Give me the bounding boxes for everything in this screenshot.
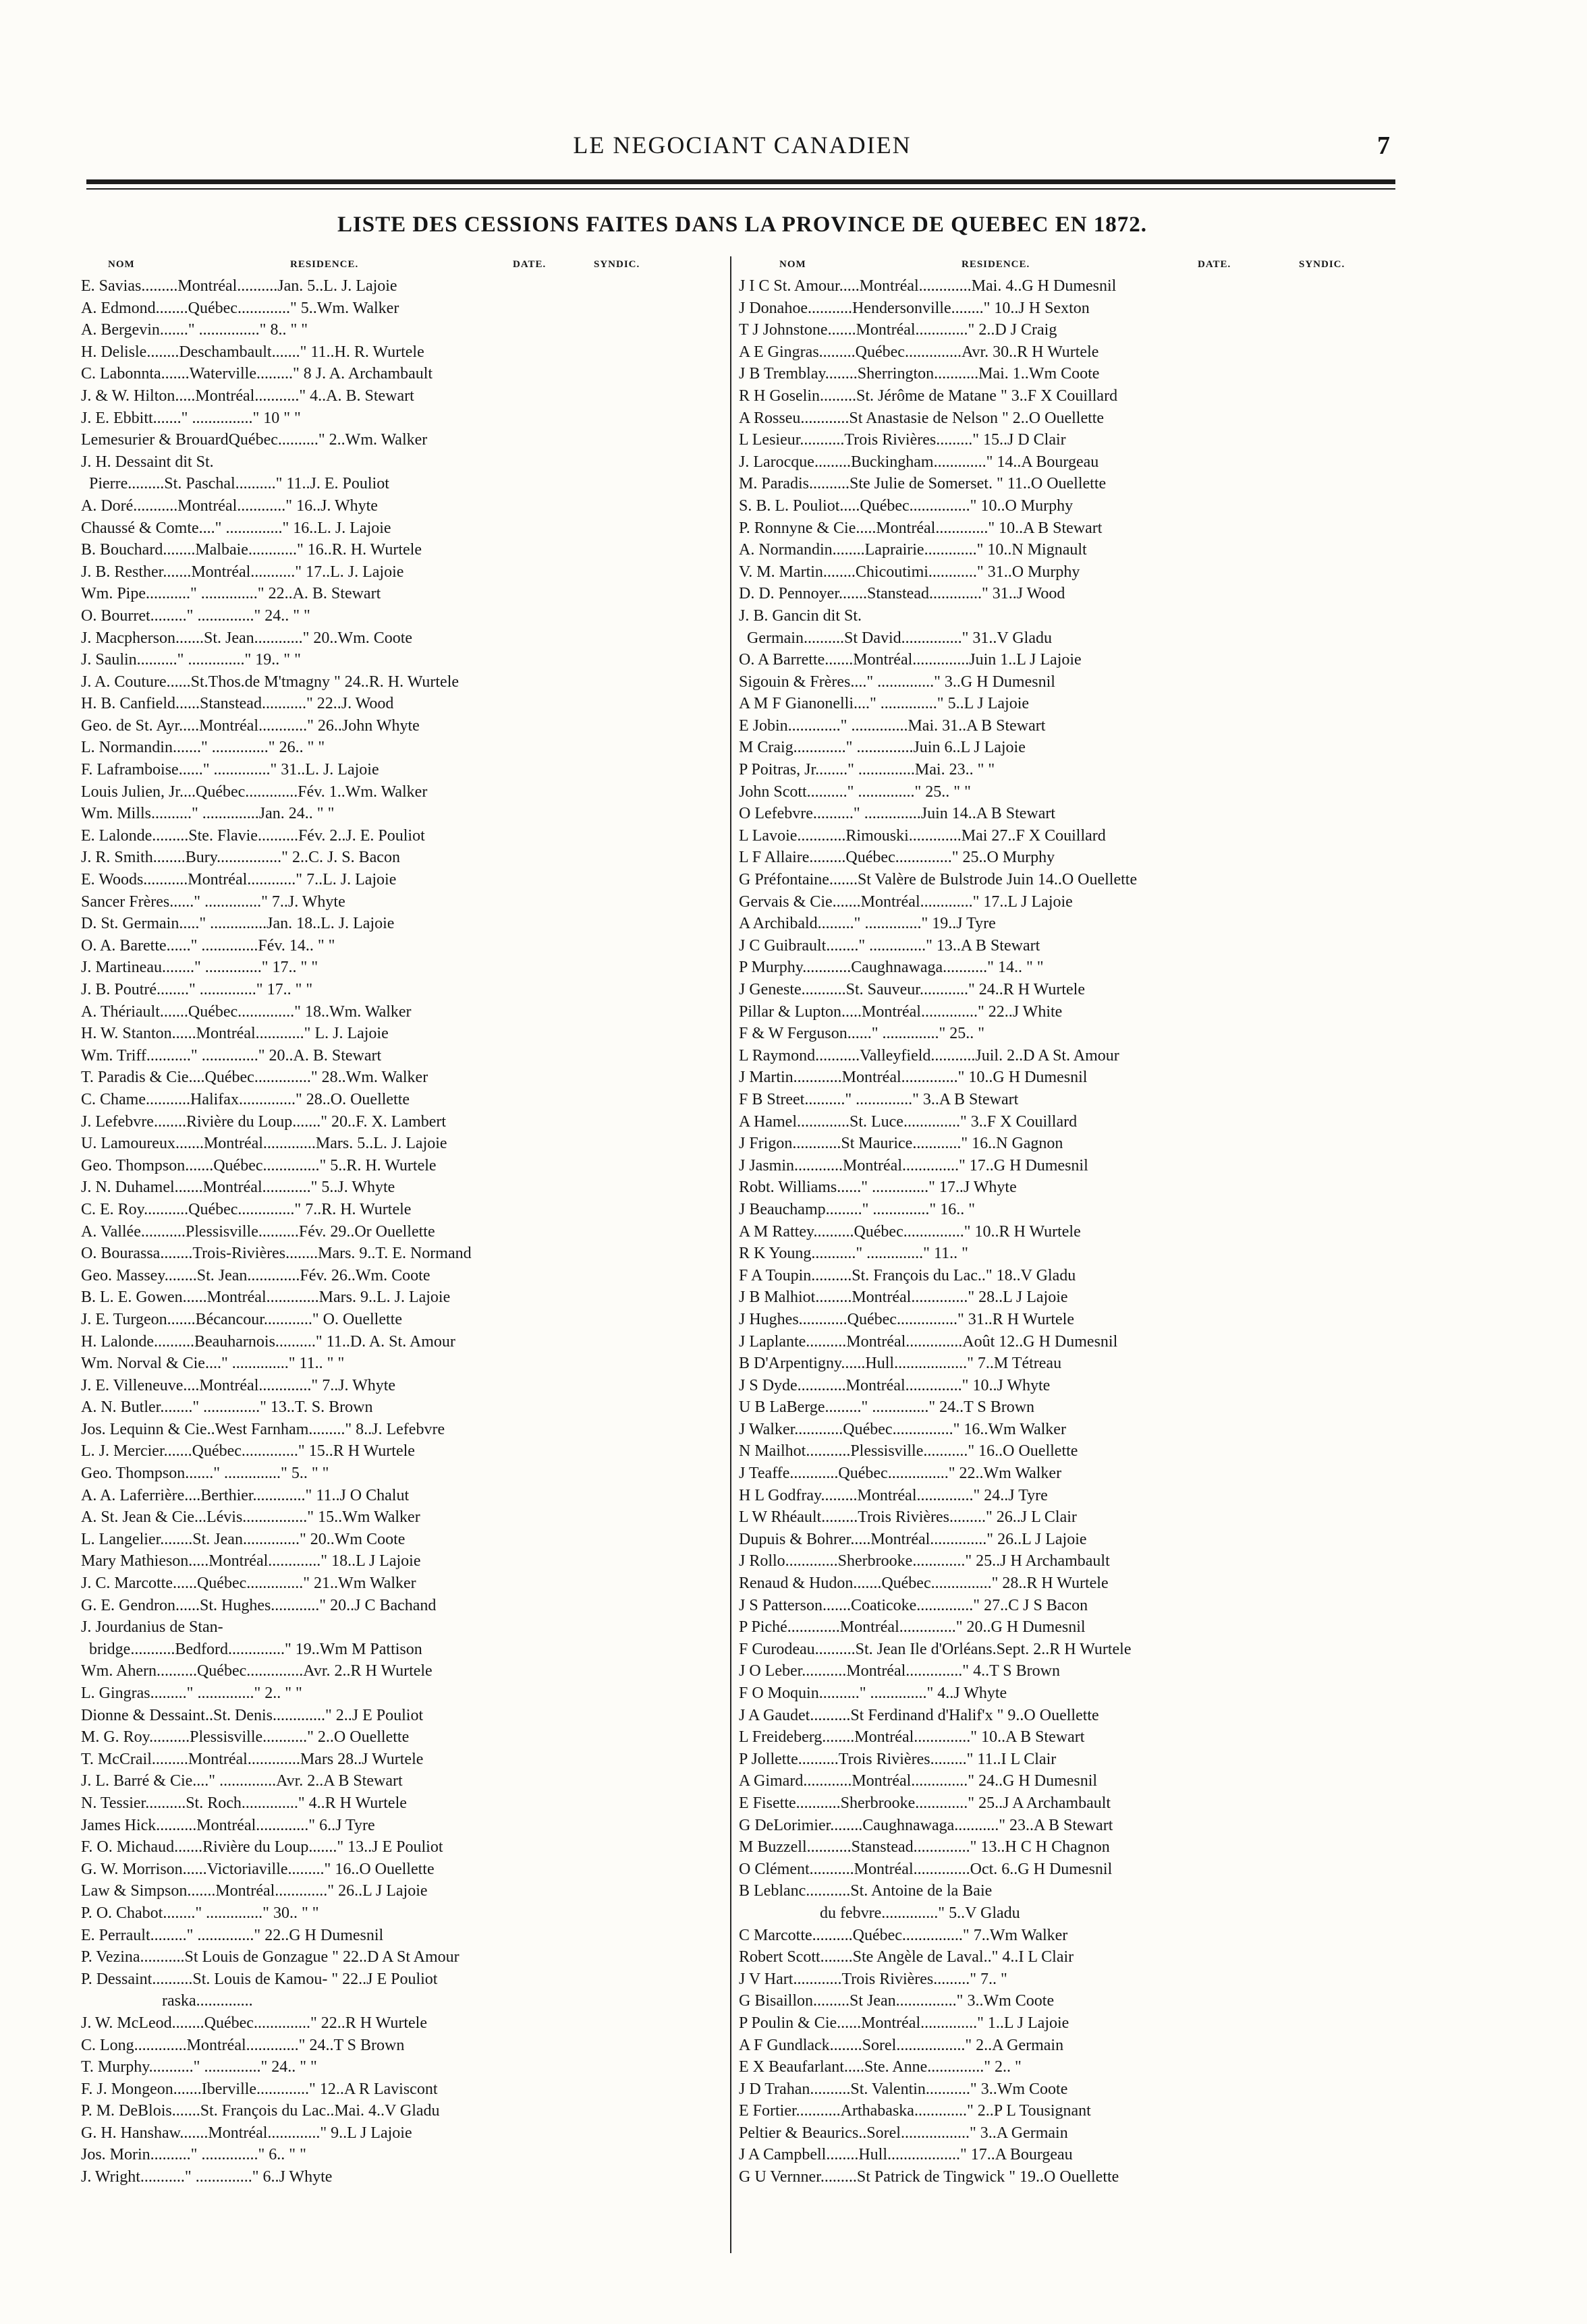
cession-entry: B D'Arpentigny......Hull.................." 7..M Tétreau: [739, 1355, 1062, 1373]
cession-entry: E. Perrault........." .............." 22..G H Dumesnil: [81, 1926, 384, 1944]
cession-entry: J Jasmin............Montréal.............." 17..G H Dumesnil: [739, 1156, 1088, 1174]
cession-entry: L. Gingras........." .............." 2.. " ": [81, 1684, 302, 1702]
header-date: DATE.: [513, 259, 547, 270]
cession-entry: J Frigon............St Maurice............" 16..N Gagnon: [739, 1135, 1063, 1153]
cession-entry: P. Ronnyne & Cie.....Montréal............." 10..A B Stewart: [739, 519, 1103, 537]
cession-entry: J S Patterson.......Coaticoke.............." 27..C J S Bacon: [739, 1596, 1088, 1614]
cession-entry: J. Lefebvre........Rivière du Loup......." 20..F. X. Lambert: [81, 1112, 447, 1131]
cession-entry: Chaussé & Comte...." .............." 16..L. J. Lajoie: [81, 519, 391, 537]
cession-entry: A M F Gianonelli...." .............." 5..L J Lajoie: [739, 695, 1030, 713]
cession-entry: F B Street.........." .............." 3..A B Stewart: [739, 1090, 1019, 1108]
cession-entry: Geo. Massey........St. Jean.............Fév. 26..Wm. Coote: [81, 1266, 430, 1284]
cession-entry: J. E. Turgeon.......Bécancour............" O. Ouellette: [81, 1310, 402, 1328]
cession-entry: N Mailhot...........Plessisville..........." 16..O Ouellette: [739, 1442, 1078, 1461]
header-date: DATE.: [1198, 259, 1231, 270]
cession-entry: L. J. Mercier.......Québec.............." 15..R H Wurtele: [81, 1442, 415, 1461]
cession-entry: G. H. Hanshaw.......Montréal............." 9..L J Lajoie: [81, 2124, 412, 2142]
cession-entry: Law & Simpson.......Montréal............." 26..L J Lajoie: [81, 1882, 428, 1900]
header-nom: NOM: [779, 259, 806, 270]
cession-entry: J. & W. Hilton.....Montréal..........." 4..A. B. Stewart: [81, 387, 414, 405]
header-rule-thin: [86, 188, 1395, 190]
cession-entry: Germain..........St David..............." 31..V Gladu: [739, 629, 1052, 647]
cession-entry: Dupuis & Bohrer.....Montréal.............." 26..L J Lajoie: [739, 1530, 1087, 1548]
cession-entry: Gervais & Cie.......Montréal............." 17..L J Lajoie: [739, 892, 1073, 911]
cession-entry: V. M. Martin........Chicoutimi............" 31..O Murphy: [739, 563, 1080, 581]
cession-entry: J I C St. Amour.....Montréal.............Mai. 4..G H Dumesnil: [739, 277, 1117, 295]
cession-entry: O. A. Barette......" ..............Fév. 14.. " ": [81, 936, 335, 955]
cession-entry: L W Rhéault.........Trois Rivières........." 26..J L Clair: [739, 1508, 1077, 1527]
cession-entry: D. St. Germain....." ..............Jan. 18..L. J. Lajoie: [81, 915, 395, 933]
cession-entry: O Clément...........Montréal..............Oct. 6..G H Dumesnil: [739, 1860, 1113, 1878]
left-entry-list: [81, 275, 719, 2188]
cession-entry: P Piché.............Montréal.............." 20..G H Dumesnil: [739, 1618, 1086, 1637]
cession-entry: C. Chame...........Halifax.............." 28..O. Ouellette: [81, 1090, 410, 1108]
cession-entry: G U Vernner.........St Patrick de Tingwick " 19..O Ouellette: [739, 2168, 1119, 2186]
cession-entry: J S Dyde............Montréal.............." 10..J Whyte: [739, 1376, 1051, 1394]
cession-entry: John Scott.........." .............." 25.. " ": [739, 783, 971, 801]
cession-entry: Wm. Triff..........." .............." 20..A. B. Stewart: [81, 1046, 382, 1065]
cession-entry: P. M. DeBlois.......St. François du Lac..Mai. 4..V Gladu: [81, 2102, 440, 2120]
cession-entry: J Donahoe...........Hendersonville........" 10..J H Sexton: [739, 299, 1090, 317]
cession-entry: R K Young..........." .............." 11.. ": [739, 1245, 968, 1263]
cession-entry: D. D. Pennoyer.......Stanstead............." 31..J Wood: [739, 585, 1065, 603]
cession-entry: J. B. Gancin dit St.: [739, 606, 862, 625]
cession-entry: H L Godfray.........Montréal.............." 24..J Tyre: [739, 1486, 1048, 1504]
cession-entry: T. Murphy..........." .............." 24.. " ": [81, 2058, 317, 2076]
cession-entry: raska..............: [81, 1992, 253, 2010]
cession-entry: M. G. Roy..........Plessisville..........." 2..O Ouellette: [81, 1728, 410, 1747]
cession-entry: Robt. Williams......" .............." 17..J Whyte: [739, 1179, 1017, 1197]
cession-entry: F O Moquin.........." .............." 4..J Whyte: [739, 1684, 1007, 1702]
cession-entry: O. Bourassa........Trois-Rivières........Mars. 9..T. E. Normand: [81, 1245, 472, 1263]
cession-entry: J Walker............Québec..............." 16..Wm Walker: [739, 1420, 1066, 1438]
cession-entry: M. Paradis..........Ste Julie de Somerset. " 11..O Ouellette: [739, 475, 1107, 493]
list-title: LISTE DES CESSIONS FAITES DANS LA PROVINCE DE QUEBEC EN 1872.: [337, 212, 1148, 237]
cession-entry: A. N. Butler........" .............." 13..T. S. Brown: [81, 1398, 373, 1417]
cession-entry: Geo. de St. Ayr.....Montréal............" 26..John Whyte: [81, 716, 420, 735]
right-column-headers: [739, 255, 1393, 275]
cession-entry: E. Savias.........Montréal..........Jan. 5..L. J. Lajoie: [81, 277, 397, 295]
cession-entry: L F Allaire.........Québec.............." 25..O Murphy: [739, 849, 1055, 867]
cession-entry: L Freideberg........Montréal.............." 10..A B Stewart: [739, 1728, 1085, 1747]
cession-entry: A Archibald........." .............." 19..J Tyre: [739, 915, 996, 933]
cession-entry: J. E. Ebbitt......." ..............." 10 " ": [81, 409, 301, 427]
header-syndic: SYNDIC.: [1299, 259, 1345, 270]
cession-entry: J Hughes............Québec..............." 31..R H Wurtele: [739, 1310, 1074, 1328]
cession-entry: J B Tremblay........Sherrington...........Mai. 1..Wm Coote: [739, 365, 1100, 383]
cession-entry: Wm. Norval & Cie...." .............." 11.. " ": [81, 1355, 345, 1373]
cession-entry: L. Normandin......." .............." 26.. " ": [81, 739, 325, 757]
cession-entry: A. Thériault.......Québec.............." 18..Wm. Walker: [81, 1002, 412, 1021]
cession-entry: L Lavoie............Rimouski.............Mai 27..F X Couillard: [739, 826, 1106, 845]
cession-entry: B. L. E. Gowen......Montréal.............Mars. 9..L. J. Lajoie: [81, 1288, 451, 1307]
page-number: 7: [1377, 132, 1390, 160]
cession-entry: G Préfontaine.......St Valère de Bulstrode Juin 14..O Ouellette: [739, 871, 1138, 889]
cession-entry: A Gimard............Montréal.............." 24..G H Dumesnil: [739, 1772, 1098, 1790]
cession-entry: H. Delisle........Deschambault......." 11..H. R. Wurtele: [81, 343, 424, 361]
cession-entry: J. B. Resther.......Montréal..........." 17..L. J. Lajoie: [81, 563, 404, 581]
cession-entry: Geo. Thompson......." .............." 5.. " ": [81, 1465, 329, 1483]
cession-entry: du febvre.............." 5..V Gladu: [739, 1904, 1020, 1922]
cession-entry: Geo. Thompson.......Québec.............." 5..R. H. Wurtele: [81, 1156, 437, 1174]
cession-entry: E Fortier...........Arthabaska............." 2..P L Tousignant: [739, 2102, 1091, 2120]
cession-entry: U. Lamoureux.......Montréal.............Mars. 5..L. J. Lajoie: [81, 1135, 447, 1153]
cession-entry: Dionne & Dessaint..St. Denis............." 2..J E Pouliot: [81, 1706, 424, 1724]
cession-entry: F. Laframboise......" .............." 31..L. J. Lajoie: [81, 761, 379, 779]
cession-entry: U B LaBerge........." .............." 24..T S Brown: [739, 1398, 1035, 1417]
cession-entry: Peltier & Beaurics..Sorel................." 3..A Germain: [739, 2124, 1068, 2142]
cession-entry: J. E. Villeneuve....Montréal............." 7..J. Whyte: [81, 1376, 396, 1394]
cession-entry: J. Martineau........" .............." 17.. " ": [81, 959, 318, 977]
cession-entry: J B Malhiot.........Montréal.............." 28..L J Lajoie: [739, 1288, 1068, 1307]
cession-entry: E. Woods...........Montréal............" 7..L. J. Lajoie: [81, 871, 397, 889]
cession-entry: F Curodeau..........St. Jean Ile d'Orléans.Sept. 2..R H Wurtele: [739, 1640, 1132, 1658]
cession-entry: A. Vallée...........Plessisville..........Fév. 29..Or Ouellette: [81, 1222, 435, 1241]
cession-entry: L Raymond...........Valleyfield...........Juil. 2..D A St. Amour: [739, 1046, 1119, 1065]
cession-entry: Renaud & Hudon.......Québec..............." 28..R H Wurtele: [739, 1575, 1109, 1593]
cession-entry: J. A. Couture......St.Thos.de M'tmagny " 24..R. H. Wurtele: [81, 673, 460, 691]
right-entry-list: [739, 275, 1393, 2188]
cession-entry: H. Lalonde..........Beauharnois.........." 11..D. A. St. Amour: [81, 1332, 455, 1351]
header-rule-thick: [86, 179, 1395, 184]
cession-entry: Wm. Mills.........." ..............Jan. 24.. " ": [81, 805, 335, 823]
cession-entry: O Lefebvre.........." ..............Juin 14..A B Stewart: [739, 805, 1056, 823]
cession-entry: O. Bourret........." .............." 24.. " ": [81, 606, 310, 625]
cession-entry: A. St. Jean & Cie...Lévis................" 15..Wm Walker: [81, 1508, 420, 1527]
cession-entry: F. O. Michaud.......Rivière du Loup......." 13..J E Pouliot: [81, 1838, 443, 1857]
cession-entry: Sancer Frères......" .............." 7..J. Whyte: [81, 892, 345, 911]
cession-entry: E Fisette...........Sherbrooke............." 25..J A Archambault: [739, 1794, 1111, 1812]
cession-entry: S. B. L. Pouliot.....Québec..............." 10..O Murphy: [739, 497, 1074, 515]
cession-entry: A M Rattey..........Québec..............." 10..R H Wurtele: [739, 1222, 1081, 1241]
cession-entry: P. Vezina...........St Louis de Gonzague " 22..D A St Amour: [81, 1948, 460, 1966]
cession-entry: Wm. Ahern..........Québec..............Avr. 2..R H Wurtele: [81, 1662, 433, 1680]
cession-entry: J V Hart............Trois Rivières........." 7.. ": [739, 1970, 1007, 1988]
cession-entry: J Teaffe............Québec..............." 22..Wm Walker: [739, 1465, 1062, 1483]
cession-entry: J. R. Smith........Bury................" 2..C. J. S. Bacon: [81, 849, 400, 867]
running-head: [94, 128, 1390, 169]
cession-entry: P Poitras, Jr........" ..............Mai. 23.. " ": [739, 761, 995, 779]
header-nom: NOM: [108, 259, 135, 270]
cession-entry: Pierre.........St. Paschal.........." 11..J. E. Pouliot: [81, 475, 389, 493]
cession-entry: P Jollette..........Trois Rivières........." 11..I L Clair: [739, 1750, 1057, 1768]
cession-entry: C Marcotte..........Québec..............." 7..Wm Walker: [739, 1926, 1068, 1944]
cession-entry: Louis Julien, Jr....Québec.............Fév. 1..Wm. Walker: [81, 783, 428, 801]
cession-entry: Jos. Morin.........." .............." 6.. " ": [81, 2146, 306, 2164]
cession-entry: F. J. Mongeon.......Iberville............." 12..A R Laviscont: [81, 2080, 438, 2098]
cession-entry: C. Long.............Montréal............." 24..T S Brown: [81, 2036, 405, 2054]
cession-entry: J. Jourdanius de Stan-: [81, 1618, 223, 1637]
cession-entry: E Jobin............." ..............Mai. 31..A B Stewart: [739, 716, 1046, 735]
cession-entry: J Martin............Montréal.............." 10..G H Dumesnil: [739, 1069, 1088, 1087]
cession-entry: C. Labonnta.......Waterville........." 8 J. A. Archambault: [81, 365, 433, 383]
cession-entry: Jos. Lequinn & Cie..West Farnham........." 8..J. Lefebvre: [81, 1420, 445, 1438]
cession-entry: Robert Scott........Ste Angèle de Laval.." 4..I L Clair: [739, 1948, 1074, 1966]
cession-entry: R H Goselin.........St. Jérôme de Matane " 3..F X Couillard: [739, 387, 1118, 405]
cession-entry: J A Gaudet..........St Ferdinand d'Halif'x " 9..O Ouellette: [739, 1706, 1099, 1724]
cession-entry: J. W. McLeod........Québec.............." 22..R H Wurtele: [81, 2014, 427, 2032]
cession-entry: E. Lalonde.........Ste. Flavie..........Fév. 2..J. E. Pouliot: [81, 826, 425, 845]
cession-entry: Mary Mathieson.....Montréal............." 18..L J Lajoie: [81, 1552, 421, 1570]
left-column-headers: [81, 255, 719, 275]
cession-entry: B. Bouchard........Malbaie............" 16..R. H. Wurtele: [81, 541, 422, 559]
cession-entry: J D Trahan..........St. Valentin..........." 3..Wm Coote: [739, 2080, 1068, 2098]
cession-entry: J. Saulin.........." .............." 19.. " ": [81, 651, 301, 669]
cession-entry: P. O. Chabot........" .............." 30.. " ": [81, 1904, 319, 1922]
cession-entry: J. N. Duhamel.......Montréal............" 5..J. Whyte: [81, 1179, 395, 1197]
column-divider: [730, 256, 731, 2253]
header-residence: RESIDENCE.: [962, 259, 1030, 270]
cession-entry: F A Toupin..........St. François du Lac.." 18..V Gladu: [739, 1266, 1076, 1284]
cession-entry: G. W. Morrison......Victoriaville........." 16..O Ouellette: [81, 1860, 435, 1878]
cession-entry: A Hamel.............St. Luce.............." 3..F X Couillard: [739, 1112, 1078, 1131]
cession-entry: J. L. Barré & Cie...." ..............Avr. 2..A B Stewart: [81, 1772, 403, 1790]
header-syndic: SYNDIC.: [594, 259, 640, 270]
cession-entry: J. Larocque.........Buckingham............." 14..A Bourgeau: [739, 453, 1099, 471]
cession-entry: J Laplante..........Montréal..............Août 12..G H Dumesnil: [739, 1332, 1118, 1351]
cession-entry: J Rollo.............Sherbrooke............." 25..J H Archambault: [739, 1552, 1110, 1570]
cession-entry: M Buzzell...........Stanstead.............." 13..H C H Chagnon: [739, 1838, 1110, 1857]
cession-entry: J Geneste...........St. Sauveur............" 24..R H Wurtele: [739, 981, 1085, 998]
cession-entry: P. Dessaint..........St. Louis de Kamou- " 22..J E Pouliot: [81, 1970, 438, 1988]
cession-entry: James Hick..........Montréal............." 6..J Tyre: [81, 1816, 375, 1834]
cession-entry: H. W. Stanton......Montréal............" L. J. Lajoie: [81, 1025, 389, 1043]
cession-entry: J O Leber...........Montréal.............." 4..T S Brown: [739, 1662, 1060, 1680]
cession-entry: A. Bergevin......." ..............." 8.. " ": [81, 321, 308, 339]
cession-entry: J. C. Marcotte......Québec.............." 21..Wm Walker: [81, 1575, 416, 1593]
page-header-title: LE NEGOCIANT CANADIEN: [573, 132, 912, 159]
cession-entry: B Leblanc...........St. Antoine de la Baie: [739, 1882, 993, 1900]
cession-entry: A. Normandin........Laprairie............." 10..N Mignault: [739, 541, 1087, 559]
cession-entry: Lemesurier & BrouardQuébec.........." 2..Wm. Walker: [81, 431, 428, 449]
cession-entry: J. H. Dessaint dit St.: [81, 453, 214, 471]
cession-entry: F & W Ferguson......" .............." 25.. ": [739, 1025, 985, 1043]
cession-entry: J. Wright..........." .............." 6..J Whyte: [81, 2168, 333, 2186]
cession-entry: G. E. Gendron......St. Hughes............" 20..J C Bachand: [81, 1596, 437, 1614]
cession-entry: G DeLorimier........Caughnawaga..........." 23..A B Stewart: [739, 1816, 1113, 1834]
cession-entry: A F Gundlack........Sorel................." 2..A Germain: [739, 2036, 1064, 2054]
cession-entry: Wm. Pipe..........." .............." 22..A. B. Stewart: [81, 585, 381, 603]
cession-entry: J A Campbell........Hull.................." 17..A Bourgeau: [739, 2146, 1073, 2164]
right-column: [739, 255, 1393, 2188]
cession-entry: T. Paradis & Cie....Québec.............." 28..Wm. Walker: [81, 1069, 428, 1087]
cession-entry: A E Gingras.........Québec..............Avr. 30..R H Wurtele: [739, 343, 1099, 361]
cession-entry: J C Guibrault........" .............." 13..A B Stewart: [739, 936, 1040, 955]
cession-entry: Pillar & Lupton.....Montréal.............." 22..J White: [739, 1002, 1063, 1021]
cession-entry: A Rosseu............St Anastasie de Nelson " 2..O Ouellette: [739, 409, 1105, 427]
header-residence: RESIDENCE.: [290, 259, 359, 270]
cession-entry: C. E. Roy...........Québec.............." 7..R. H. Wurtele: [81, 1200, 412, 1218]
cession-entry: E X Beaufarlant.....Ste. Anne.............." 2.. ": [739, 2058, 1022, 2076]
cession-entry: bridge...........Bedford.............." 19..Wm M Pattison: [81, 1640, 422, 1658]
cession-entry: Sigouin & Frères...." .............." 3..G H Dumesnil: [739, 673, 1055, 691]
cession-entry: M Craig............." ..............Juin 6..L J Lajoie: [739, 739, 1026, 757]
cession-entry: O. A Barrette.......Montréal..............Juin 1..L J Lajoie: [739, 651, 1082, 669]
cession-entry: N. Tessier..........St. Roch.............." 4..R H Wurtele: [81, 1794, 407, 1812]
cession-entry: L. Langelier........St. Jean.............." 20..Wm Coote: [81, 1530, 406, 1548]
cession-entry: A. A. Laferrière....Berthier............." 11..J O Chalut: [81, 1486, 410, 1504]
cession-entry: J. Macpherson.......St. Jean............" 20..Wm. Coote: [81, 629, 413, 647]
cession-entry: G Bisaillon.........St Jean..............." 3..Wm Coote: [739, 1992, 1055, 2010]
cession-entry: J. B. Poutré........" .............." 17.. " ": [81, 981, 313, 998]
cession-entry: L Lesieur...........Trois Rivières........." 15..J D Clair: [739, 431, 1066, 449]
cession-entry: A. Doré...........Montréal............" 16..J. Whyte: [81, 497, 378, 515]
cession-entry: P Murphy............Caughnawaga..........." 14.. " ": [739, 959, 1044, 977]
cession-entry: A. Edmond........Québec............." 5..Wm. Walker: [81, 299, 399, 317]
cession-entry: J Beauchamp........." .............." 16.. ": [739, 1200, 976, 1218]
cession-entry: H. B. Canfield......Stanstead..........." 22..J. Wood: [81, 695, 394, 713]
cession-entry: T J Johnstone.......Montréal............." 2..D J Craig: [739, 321, 1057, 339]
cession-entry: T. McCrail.........Montréal.............Mars 28..J Wurtele: [81, 1750, 424, 1768]
left-column: [81, 255, 719, 2188]
cession-entry: P Poulin & Cie......Montréal.............." 1..L J Lajoie: [739, 2014, 1069, 2032]
